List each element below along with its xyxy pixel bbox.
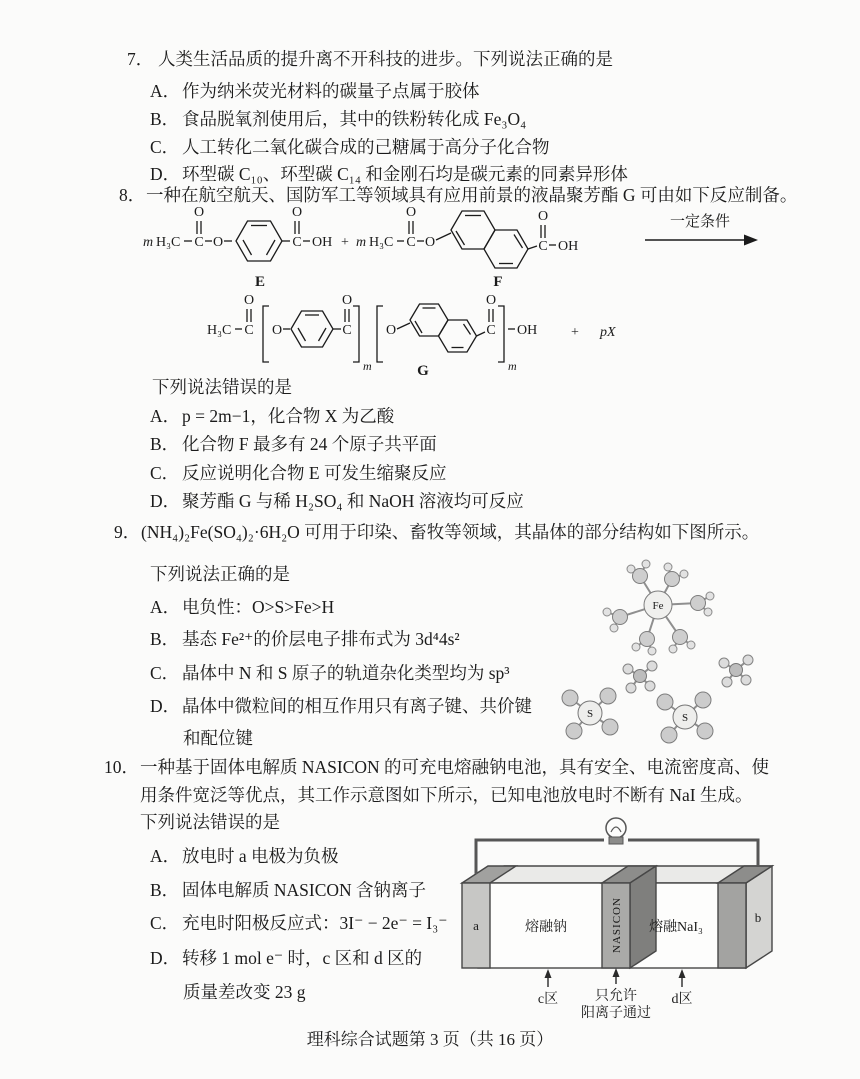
- q10-option-b: [150, 877, 426, 902]
- option-label: B．: [150, 880, 180, 900]
- option-text: 聚芳酯 G 与稀 H₂SO₄ 和 NaOH 溶液均可反应: [182, 491, 524, 511]
- option-label: C．: [150, 463, 180, 483]
- option-text: 和配位键: [183, 728, 253, 748]
- atom-o: O: [341, 293, 353, 308]
- option-label: C．: [150, 913, 180, 933]
- benzene-ring: [291, 311, 333, 347]
- q8-option-c: [150, 460, 446, 485]
- q7-option-c: [150, 134, 550, 159]
- q8-prompt: 下列说法错误的是: [152, 377, 292, 397]
- q9-option-d: [150, 693, 532, 718]
- q9-option-a: [150, 594, 334, 619]
- option-text: 放电时 a 电极为负极: [182, 846, 339, 866]
- subscript-m: m: [363, 359, 372, 373]
- atom-o: O: [424, 235, 436, 250]
- close-bracket: [353, 306, 359, 362]
- nasicon-membrane: [602, 866, 656, 968]
- atom-c: C: [486, 323, 496, 338]
- q8-option-a: [150, 403, 394, 428]
- only-allow-label: 只允许: [595, 989, 637, 1004]
- compound-g: [207, 293, 537, 378]
- sulfate-ion: [657, 692, 713, 743]
- q9-option-c: [150, 660, 510, 685]
- close-bracket: [498, 306, 504, 362]
- naphthalene-ring: [451, 211, 495, 249]
- option-text: 电负性：O>S>Fe>H: [182, 597, 335, 617]
- naphthalene-ring: [484, 230, 528, 268]
- option-text: 环型碳 C₁₀、环型碳 C₁₄ 和金刚石均是碳元素的同素异形体: [182, 164, 628, 184]
- q9-prompt: 下列说法正确的是: [150, 564, 290, 584]
- reaction-arrow: [645, 213, 758, 246]
- subscript-m: m: [508, 359, 517, 373]
- fe-atom-label: Fe: [652, 600, 664, 612]
- option-label: D．: [150, 948, 181, 968]
- option-label: B．: [150, 629, 180, 649]
- atom-o: O: [212, 235, 224, 250]
- atom-o: O: [193, 205, 205, 220]
- nasicon-label: NASICON: [611, 897, 623, 953]
- option-label: B．: [150, 434, 180, 454]
- sulfate-ion: [562, 688, 618, 739]
- plus-sign: +: [341, 235, 349, 250]
- atom-c: C: [292, 235, 302, 250]
- page-footer: 理科综合试题第 3 页（共 16 页）: [306, 1030, 554, 1049]
- option-text: 人工转化二氧化碳合成的己糖属于高分子化合物: [182, 137, 550, 157]
- plus-sign: +: [571, 325, 579, 340]
- option-label: D．: [150, 164, 181, 184]
- q8-option-b: [150, 431, 437, 456]
- coefficient-m: m: [142, 235, 154, 250]
- zone-c-label: c区: [537, 992, 559, 1007]
- atom-o: O: [385, 323, 397, 338]
- cations-pass-label: 阳离子通过: [581, 1006, 651, 1020]
- option-text: 质量差改变 23 g: [183, 982, 306, 1002]
- atom-c: C: [538, 239, 548, 254]
- option-text: 反应说明化合物 E 可发生缩聚反应: [182, 463, 447, 483]
- q7-number: 7．: [127, 49, 154, 69]
- option-text: 晶体中 N 和 S 原子的轨道杂化类型均为 sp³: [182, 663, 510, 683]
- option-text: 基态 Fe²⁺的价层电子排布式为 3d⁴4s²: [182, 629, 460, 649]
- battery-diagram: [450, 810, 850, 1020]
- q8-reaction-scheme: [140, 198, 820, 292]
- s-atom-label: S: [681, 712, 689, 724]
- atom-c: C: [194, 235, 204, 250]
- compound-f: [356, 205, 578, 290]
- atom-c: C: [406, 235, 416, 250]
- ammonium-ion: [719, 655, 753, 687]
- compound-e: [143, 205, 332, 290]
- q10-option-c: [150, 910, 447, 935]
- naphthalene-ring: [410, 304, 448, 336]
- option-label: A．: [150, 846, 181, 866]
- atom-o: O: [291, 205, 303, 220]
- atom-c: C: [342, 323, 352, 338]
- molten-na-label: 熔融钠: [525, 920, 567, 935]
- option-text: 化合物 F 最多有 24 个原子共平面: [182, 434, 437, 454]
- q9-stem: (NH₄)₂Fe(SO₄)₂·6H₂O 可用于印染、畜牧等领域，其晶体的部分结构如下图所示。: [141, 522, 760, 542]
- zone-annotations: [538, 968, 693, 1020]
- q10-stem-line1: 一种基于固体电解质 NASICON 的可充电熔融钠电池，具有安全、电流密度高、使: [140, 757, 770, 777]
- atom-o: O: [243, 293, 255, 308]
- q10-option-d: [150, 945, 422, 970]
- s-atom-label: S: [586, 708, 594, 720]
- atom-o: O: [405, 205, 417, 220]
- q10-option-a: [150, 843, 339, 868]
- option-label: C．: [150, 137, 180, 157]
- compound-e-label: E: [254, 274, 266, 290]
- option-text: 固体电解质 NASICON 含钠离子: [182, 880, 427, 900]
- q7-option-b: [150, 106, 526, 131]
- atom-h3c: H₃C: [156, 235, 181, 250]
- q10-option-d-line2: [183, 979, 306, 1004]
- option-label: D．: [150, 491, 181, 511]
- open-bracket: [377, 306, 383, 362]
- option-label: A．: [150, 406, 181, 426]
- ammonium-ion: [623, 661, 657, 693]
- atom-o: O: [485, 293, 497, 308]
- atom-o: O: [537, 209, 549, 224]
- q9-option-d-line2: [183, 725, 253, 750]
- arrowhead: [744, 235, 758, 246]
- option-text: p = 2m−1，化合物 X 为乙酸: [182, 406, 395, 426]
- atom-h3c: H₃C: [207, 323, 232, 338]
- coefficient-m: m: [355, 235, 367, 250]
- compound-g-structure: [205, 284, 690, 378]
- atom-o: O: [271, 323, 283, 338]
- q10-stem-line2: 用条件宽泛等优点，其工作示意图如下所示，已知电池放电时不断有 NaI 生成。: [140, 785, 753, 805]
- q10-prompt: 下列说法错误的是: [140, 812, 280, 832]
- option-label: B．: [150, 109, 180, 129]
- option-label: C．: [150, 663, 180, 683]
- px-term: pX: [600, 325, 616, 340]
- option-label: A．: [150, 81, 181, 101]
- option-text: 作为纳米荧光材料的碳量子点属于胶体: [182, 81, 480, 101]
- reaction-condition: 一定条件: [669, 214, 731, 230]
- q8-number: 8．: [119, 185, 146, 205]
- q8-stem: 一种在航空航天、国防军工等领域具有应用前景的液晶聚芳酯 G 可由如下反应制备。: [146, 185, 798, 205]
- atom-oh: OH: [517, 323, 538, 338]
- atom-c: C: [244, 323, 254, 338]
- zone-d-label: d区: [671, 992, 693, 1007]
- option-text: 转移 1 mol e⁻ 时，c 区和 d 区的: [182, 948, 423, 968]
- option-label: D．: [150, 696, 181, 716]
- q8-option-d: [150, 488, 524, 513]
- q9-option-b: [150, 626, 460, 651]
- q7-option-d: [150, 161, 628, 186]
- crystal-structure-figure: [540, 550, 840, 745]
- option-text: 食品脱氧剂使用后，其中的铁粉转化成 Fe₃O₄: [182, 109, 527, 129]
- q10-number: 10．: [104, 757, 139, 777]
- compound-f-label: F: [493, 274, 503, 290]
- molten-nai3-label: 熔融NaI₃: [649, 920, 703, 935]
- q7-option-a: [150, 78, 480, 103]
- electrode-b-label: b: [754, 910, 762, 925]
- open-bracket: [263, 306, 269, 362]
- atom-h3c: H₃C: [369, 235, 394, 250]
- atom-oh: OH: [558, 239, 579, 254]
- q9-number: 9．: [114, 522, 141, 542]
- electrode-a-label: a: [473, 918, 479, 933]
- q7-stem: 人类生活品质的提升离不开科技的进步。下列说法正确的是: [158, 49, 613, 69]
- fe-water-complex: [603, 560, 714, 655]
- atom-oh: OH: [312, 235, 333, 250]
- compound-g-label: G: [417, 363, 429, 378]
- option-text: 晶体中微粒间的相互作用只有离子键、共价键: [182, 696, 532, 716]
- option-text: 充电时阳极反应式：3I⁻ − 2e⁻ = I₃⁻: [182, 913, 448, 933]
- option-label: A．: [150, 597, 181, 617]
- bulb-icon: [606, 818, 626, 844]
